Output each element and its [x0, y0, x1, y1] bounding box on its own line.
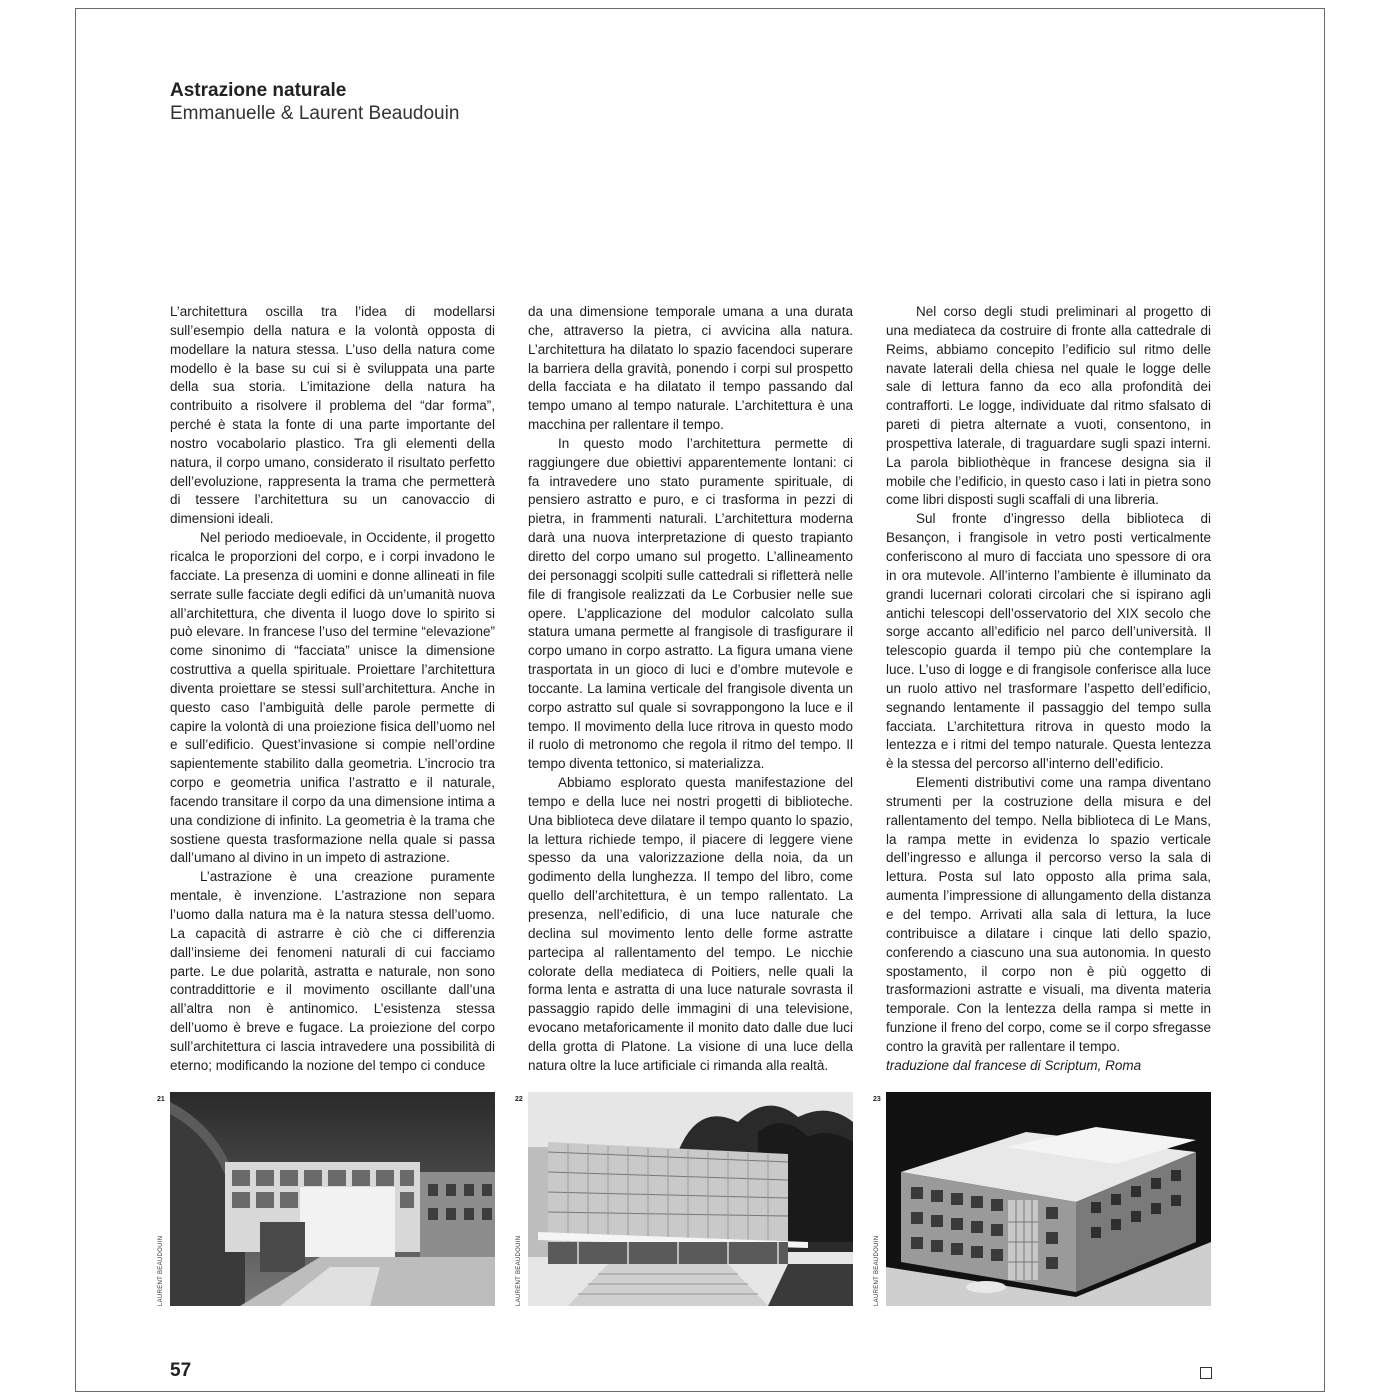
- text-column-3: [886, 303, 1211, 1076]
- photo-credit: LAURENT BEAUDOUIN: [874, 1235, 880, 1306]
- figure-number: 21: [157, 1096, 165, 1103]
- photo-23-model: [886, 1092, 1211, 1306]
- photo-23-image: [886, 1092, 1211, 1306]
- corner-square-icon: [1200, 1367, 1212, 1379]
- page-number: 57: [170, 1360, 192, 1381]
- paragraph: In questo modo l’architettura permette di raggiungere due obiettivi apparentemente lontani: ci fa intravedere uno stato puramente spirituale, di pensiero astratto e puro, e ci trasforma in pezzi di pietra, in frammenti naturali. L’architettura moderna darà una nuova interpretazione di questo trapianto diretto del corpo umano sul progetto. L’allineamento dei personaggi scolpiti sulle cattedrali si rifletterà nelle file di frangisole realizzati da Le Corbusier nelle sue opere. L’applicazione del modulor calcolato sulla statura umana permette al frangisole di trasfigurare il corpo umano in corpo astratto. La figura umana viene trasportata in un gioco di luci e d’ombre mutevole e toccante. La lamina verticale del frangisole diventa un corpo astratto sul quale si sovrappongono la luce e il tempo. Il movimento della luce ritrova in questo modo il ruolo di metronomo che regola il ritmo del tempo. Il tempo diventa tettonico, si materializza.: [528, 435, 853, 772]
- paragraph: da una dimensione temporale umana a una durata che, attraverso la pietra, ci avvicina alla natura. L’architettura ha dilatato lo spazio facendoci superare la barriera della gravità, ponendo i corpi sul prospetto della facciata e ha dilatato il tempo passando dal tempo umano al tempo naturale. L’architettura è una macchina per rallentare il tempo.: [528, 304, 853, 433]
- figure-number: 22: [515, 1096, 523, 1103]
- figure-number: 23: [873, 1096, 881, 1103]
- text-column-2: [528, 303, 853, 1076]
- paragraph: Nel periodo medioevale, in Occidente, il progetto ricalca le proporzioni del corpo, e i corpi invadono le facciate. La presenza di uomini e donne allineati in file serrate sulle facciate degli edifici dà un’umanità nuova all’architettura, che diventa il luogo dove lo spirito si può elevare. In francese l’uso del termine “elevazione” come sinonimo di “facciata” unisce la dimensione costruttiva a quella spirituale. Proiettare l’architettura diventa proiettare se stessi sull’architettura. Anche in questo caso l’ambiguità delle parole permette di capire la volontà di una proiezione fisica dell’uomo nel e sull’edificio. Quest’invasione si compie nell’ordine sapientemente stabilito dalla geometria. L’incrocio tra corpo e geometria unifica l’astratto e il naturale, facendo transitare il corpo da una dimensione intima a una condizione di infinito. La geometria è la trama che sostiene questa trasformazione nella quale si passa dall’umano al divino in un impeto di astrazione.: [170, 530, 495, 866]
- photo-credit: LAURENT BEAUDOUIN: [158, 1235, 164, 1306]
- article-authors: Emmanuelle & Laurent Beaudouin: [170, 103, 460, 124]
- paragraph: Elementi distributivi come una rampa diventano strumenti per la costruzione della misura e del rallentamento del tempo. Nella biblioteca di Le Mans, la rampa mette in evidenza lo spazio verticale dell’ingresso e allunga il percorso verso la sala di lettura. Posta sul lato opposto alla prima sala, aumenta l’impressione di allungamento della distanza e del tempo. Arrivati alla sala di lettura, la luce contribuisce a dilatare i cinque lati dello spazio, conferendo a ciascuno una sua autonomia. In questo spostamento, il corpo non è più oggetto di trasformazioni astratte e visuali, ma diventa materia temporale. Con la lentezza della rampa si mette in funzione il freno del corpo, come se il corpo sfregasse contro la gravità per rallentare il tempo.: [886, 775, 1211, 1054]
- article-title: Astrazione naturale: [170, 80, 347, 101]
- photo-credit: LAURENT BEAUDOUIN: [516, 1235, 522, 1306]
- photo-22-image: [528, 1092, 853, 1306]
- paragraph: L’astrazione è una creazione puramente mentale, è invenzione. L’astrazione non separa l’uomo dalla natura ma è la natura stessa dell’uomo. La capacità di astrarre è ciò che ci differenzia dall’insieme dei fenomeni naturali di cui facciamo parte. Le due polarità, astratta e naturale, non sono contraddittorie e il movimento oscillante dall’una all’altra non è antinomico. L’esistenza stessa dell’uomo è breve e fugace. La proiezione del corpo sull’architettura ci lascia intravedere una possibilità di eterno; modificando la nozione del tempo ci conduce: [170, 869, 495, 1073]
- photo-21-building: [170, 1092, 495, 1306]
- photo-22-building: [528, 1092, 853, 1306]
- photo-21-image: [170, 1092, 495, 1306]
- paragraph: L’architettura oscilla tra l’idea di modellarsi sull’esempio della natura e la volontà opposta di modellare la natura stessa. L’uso della natura come modello è la base su cui si è sviluppata una parte della sua storia. L’imitazione della natura ha contribuito a risolvere il problema del “dar forma”, perché è stata la fonte di una parte importante del nostro vocabolario plastico. Tra gli elementi della natura, il corpo umano, considerato il risultato perfetto dell’evoluzione, rappresenta la trama che permetterà di tessere l’architettura su un canovaccio di dimensioni ideali.: [170, 304, 495, 527]
- paragraph: Sul fronte d’ingresso della biblioteca di Besançon, i frangisole in vetro posti verticalmente conferiscono al muro di facciata uno spessore di ora in ora mutevole. All’interno l’ambiente è illuminato da grandi lucernari colorati circolari che si ispirano agli antichi telescopi dell’osservatorio del XIX secolo che sorge accanto all’edificio nel parco dell’università. Il telescopio guarda il tempo più che contemplare la luce. L’uso di logge e di frangisole conferisce alla luce un ruolo attivo nel trasformare l’aspetto dell’edificio, segnando lentamente il passaggio del tempo sulla facciata. L’architettura ritrova in questo modo la lentezza e i ritmi del tempo naturale. Questa lentezza è la stessa del percorso all’interno dell’edificio.: [886, 511, 1211, 772]
- text-column-1: [170, 303, 495, 1076]
- paragraph: Abbiamo esplorato questa manifestazione del tempo e della luce nei nostri progetti di biblioteche. Una biblioteca deve dilatare il tempo quanto lo spazio, la lettura richiede tempo, il piacere di leggere viene spesso da una valorizzazione della noia, da un godimento della lunghezza. Il tempo del libro, come quello dell’architettura, è un tempo rallentato. La presenza, nell’edificio, di una luce naturale che declina sul movimento lento delle forme astratte partecipa al rallentamento del tempo. Le nicchie colorate della mediateca di Poitiers, nelle quali la forma lenta e astratta di una luce naturale sovrasta il passaggio rapido delle immagini di una televisione, evocano metaforicamente il monito dato dalle due luci della grotta di Platone. La visione di una luce della natura oltre la luce artificiale ci rimanda alla realtà.: [528, 775, 853, 1073]
- translation-credit: traduzione dal francese di Scriptum, Roma: [886, 1057, 1142, 1073]
- paragraph: Nel corso degli studi preliminari al progetto di una mediateca da costruire di fronte alla cattedrale di Reims, abbiamo concepito l’edificio sul ritmo delle navate laterali della chiesa nel quale le logge delle sale di lettura fanno da eco alla profondità dei contrafforti. Le logge, individuate dal ritmo sfalsato di pareti di pietra alternate a vuoti, consentono, in prospettiva laterale, di traguardare sugli spazi interni. La parola bibliothèque in francese designa sia il mobile che l’edificio, in questo caso i lati in pietra sono come libri disposti sugli scaffali di una libreria.: [886, 304, 1211, 508]
